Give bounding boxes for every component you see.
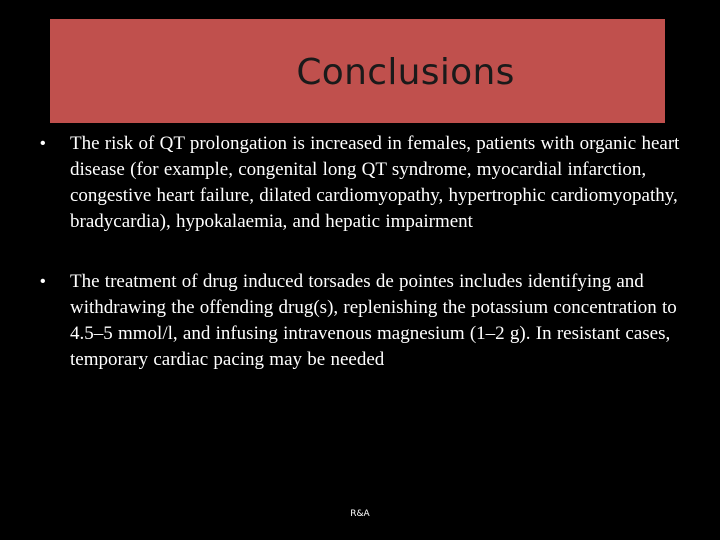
- bullet-item-qt-risk: [40, 131, 690, 235]
- bullet-icon: •: [40, 273, 46, 290]
- bullet-item-treatment: [40, 269, 690, 373]
- bullet-text: The treatment of drug induced torsades de pointes includes identifying and withdrawing the offending drug(s), replenishing the potassium concentration to 4.5–5 mmol/l, and infusing intravenous magnesium (1–2 g). In resistant cases, temporary cardiac pacing may be needed: [70, 271, 677, 370]
- title-banner: [50, 19, 665, 123]
- bullet-text: The risk of QT prolongation is increased in females, patients with organic heart disease (for example, congenital long QT syndrome, myocardial infarction, congestive heart failure, dilated cardiomyopathy, hypertrophic cardiomyopathy, bradycardia), hypokalaemia, and hepatic impairment: [70, 133, 680, 232]
- footer-label: R&A: [350, 509, 370, 519]
- bullet-list: [40, 131, 690, 373]
- bullet-icon: •: [40, 135, 46, 152]
- slide-title: Conclusions: [296, 51, 515, 93]
